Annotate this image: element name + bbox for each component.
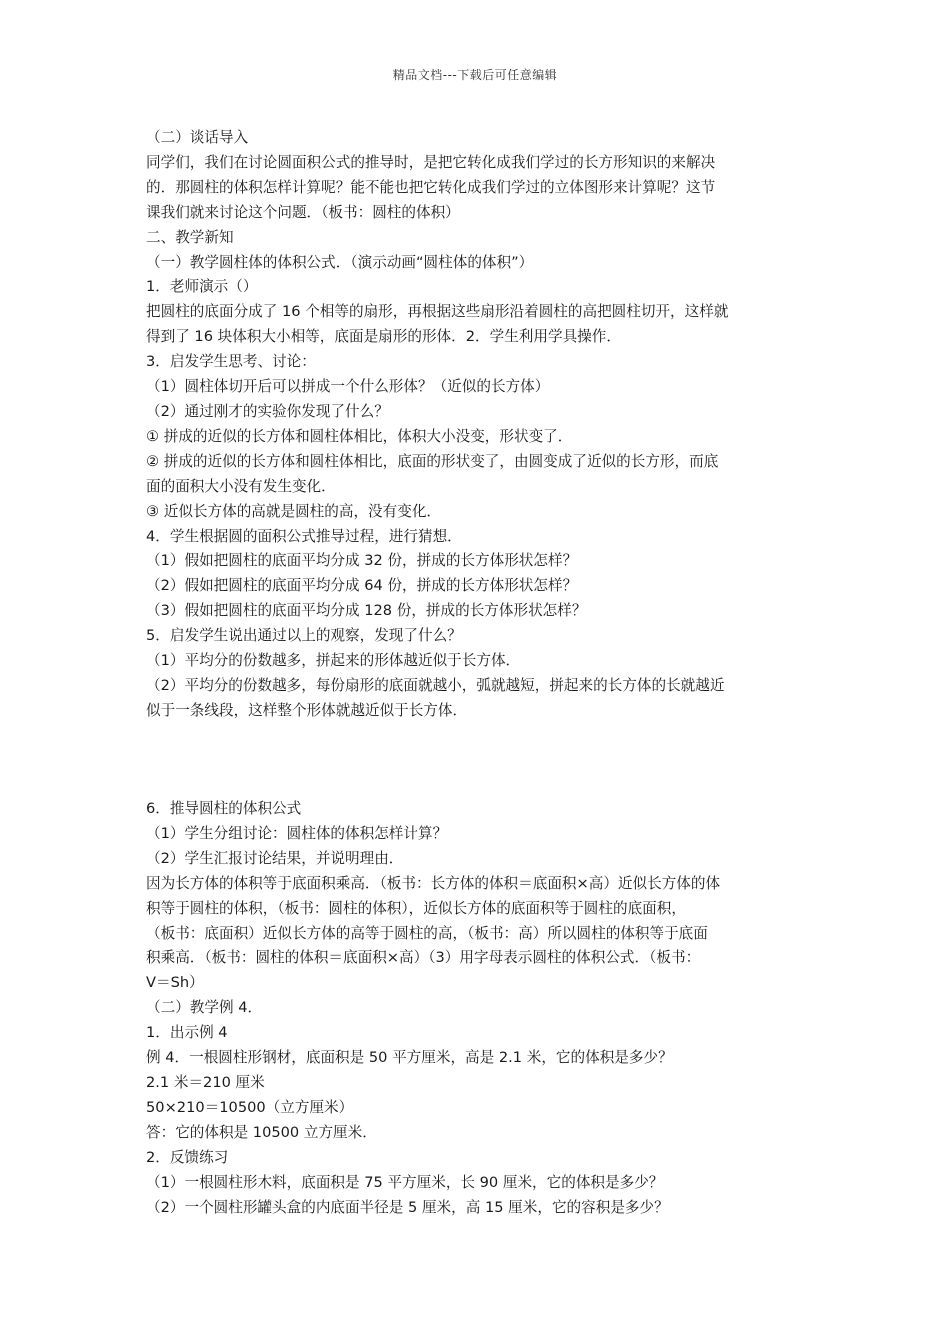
text-line: 5．启发学生说出通过以上的观察，发现了什么？	[146, 627, 462, 645]
document-section-2	[146, 797, 811, 1220]
document-section-1	[146, 126, 811, 724]
text-line: V＝Sh）	[146, 974, 204, 992]
text-line: 似于一条线段，这样整个形体就越近似于长方体．	[146, 701, 468, 719]
text-line: （2）学生汇报讨论结果，并说明理由．	[146, 849, 404, 867]
text-line: ③ 近似长方体的高就是圆柱的高，没有变化．	[146, 502, 442, 520]
text-line: 例 4．一根圆柱形钢材，底面积是 50 平方厘米，高是 2.1 米，它的体积是多少？	[146, 1049, 673, 1067]
text-line: 因为长方体的体积等于底面积乘高．（板书：长方体的体积＝底面积×高）近似长方体的体	[146, 874, 721, 892]
text-line: 把圆柱的底面分成了 16 个相等的扇形，再根据这些扇形沿着圆柱的高把圆柱切开，这样就	[146, 303, 729, 321]
text-line: 6．推导圆柱的体积公式	[146, 800, 302, 817]
text-line: （1）一根圆柱形木料，底面积是 75 平方厘米，长 90 厘米，它的体积是多少？	[146, 1173, 664, 1191]
text-line: （一）教学圆柱体的体积公式．（演示动画“圆柱体的体积”）	[146, 253, 534, 271]
text-line: 1．出示例 4	[146, 1024, 228, 1042]
text-line: （1）假如把圆柱的底面平均分成 32 份，拼成的长方体形状怎样？	[146, 552, 578, 570]
text-line: 4．学生根据圆的面积公式推导过程，进行猜想．	[146, 527, 462, 545]
text-line: 面的面积大小没有发生变化．	[146, 477, 336, 495]
text-line: （2）通过刚才的实验你发现了什么？	[146, 402, 389, 420]
text-line: 的．那圆柱的体积怎样计算呢？能不能也把它转化成我们学过的立体图形来计算呢？这节	[146, 178, 716, 196]
text-line: （2）假如把圆柱的底面平均分成 64 份，拼成的长方体形状怎样？	[146, 577, 578, 595]
text-line: （2）平均分的份数越多，每份扇形的底面就越小，弧就越短，拼起来的长方体的长就越近	[146, 676, 725, 694]
text-line: （二）谈话导入	[146, 129, 249, 146]
text-line: （1）圆柱体切开后可以拼成一个什么形体？（近似的长方体）	[146, 378, 550, 396]
page-header: 精品文档---下载后可任意编辑	[392, 68, 558, 82]
text-line: ② 拼成的近似的长方体和圆柱体相比，底面的形状变了，由圆变成了近似的长方形，而底	[146, 452, 719, 470]
text-line: 3．启发学生思考、讨论：	[146, 353, 316, 371]
text-line: （3）假如把圆柱的底面平均分成 128 份，拼成的长方体形状怎样？	[146, 602, 587, 620]
text-line: 1．老师演示（）	[146, 278, 258, 296]
text-line: 同学们，我们在讨论圆面积公式的推导时，是把它转化成我们学过的长方形知识的来解决	[146, 153, 716, 171]
text-line: ① 拼成的近似的长方体和圆柱体相比，体积大小没变，形状变了．	[146, 427, 573, 445]
text-line: （1）学生分组讨论：圆柱体的体积怎样计算？	[146, 824, 448, 842]
text-line: 二、教学新知	[146, 228, 234, 246]
text-line: 得到了 16 块体积大小相等，底面是扇形的形体．2．学生利用学具操作．	[146, 328, 621, 346]
text-line: （1）平均分的份数越多，拼起来的形体越近似于长方体．	[146, 652, 521, 670]
text-line: （二）教学例 4．	[146, 999, 263, 1017]
text-line: 课我们就来讨论这个问题．（板书：圆柱的体积）	[146, 203, 460, 221]
text-line: 积乘高．（板书：圆柱的体积＝底面积×高）（3）用字母表示圆柱的体积公式．（板书：	[146, 949, 701, 967]
text-line: （板书：底面积）近似长方体的高等于圆柱的高，（板书：高）所以圆柱的体积等于底面	[146, 924, 708, 942]
text-line: 2．反馈练习	[146, 1148, 229, 1166]
text-line: （2）一个圆柱形罐头盒的内底面半径是 5 厘米，高 15 厘米，它的容积是多少？	[146, 1198, 669, 1216]
text-line: 答：它的体积是 10500 立方厘米．	[146, 1123, 377, 1141]
text-line: 2.1 米＝210 厘米	[146, 1073, 265, 1091]
text-line: 50×210＝10500（立方厘米）	[146, 1098, 354, 1116]
text-line: 积等于圆柱的体积，（板书：圆柱的体积），近似长方体的底面积等于圆柱的底面积，	[146, 899, 686, 917]
